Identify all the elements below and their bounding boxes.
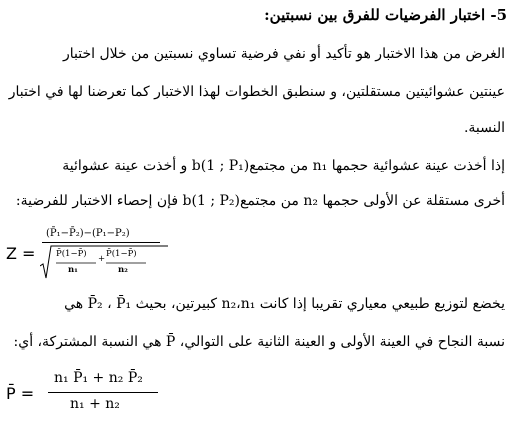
pbar-fraction-bar xyxy=(48,392,158,393)
den-term1-num: P̄(1−P̄) xyxy=(56,249,87,259)
n2-symbol: n₂ xyxy=(303,193,318,209)
pbar-numerator: n₁ P̄₁ + n₂ P̄₂ xyxy=(54,370,143,386)
dist-text-e: هي النسبة المشتركة، أي: xyxy=(13,334,162,350)
dist-sep: ، xyxy=(107,296,112,312)
samples-text-a: إذا أخذت عينة عشوائية حجمها xyxy=(331,158,505,174)
samples-line-2 xyxy=(7,193,505,209)
samples-text-b: من مجتمع xyxy=(249,158,309,174)
pbar-label: P̄ = xyxy=(6,384,35,403)
intro-line-3: النسبة. xyxy=(463,120,505,136)
z-fraction-bar xyxy=(42,242,160,243)
pbar-denominator: n₁ + n₂ xyxy=(70,396,120,412)
den-term2-num: P̄(1−P̄) xyxy=(106,249,137,259)
den-term1-den: n₁ xyxy=(68,265,78,275)
dist-text-a: يخضع لتوزيع طبيعي معياري تقريبا إذا كانت xyxy=(259,296,505,312)
p2bar-symbol: P̄₂ xyxy=(87,296,103,312)
pbar-symbol: P̄ xyxy=(165,334,176,350)
z-numerator: (P̄₁−P̄₂)−(P₁−P₂) xyxy=(46,228,130,239)
population-2: b(1 ; P₂) xyxy=(182,193,240,209)
z-statistic-formula xyxy=(6,228,206,284)
samples-text-e: من مجتمع xyxy=(239,193,299,209)
intro-line-1: الغرض من هذا الاختبار هو تأكيد أو نفي فرضية تساوي نسبتين من خلال اختبار xyxy=(63,46,505,62)
z-label: Z = xyxy=(6,244,36,263)
dist-text-c: هي xyxy=(64,296,84,312)
distribution-line-1 xyxy=(7,296,505,312)
intro-line-2: عينتين عشوائيتين مستقلتين، و سنطبق الخطوات لهذا الاختبار كما تعرضنا لها في اختبار xyxy=(8,84,505,100)
den-term2-den: n₂ xyxy=(118,265,128,275)
distribution-line-2 xyxy=(7,334,505,350)
samples-text-c: و أخذت عينة عشوائية xyxy=(62,158,188,174)
samples-text-f: فإن إحصاء الاختبار للفرضية: xyxy=(15,193,179,209)
z-denominator xyxy=(40,244,170,282)
n1-symbol: n₁ xyxy=(312,158,328,174)
population-1: b(1 ; P₁) xyxy=(191,158,250,174)
dist-text-d: نسبة النجاح في العينة الأولى و العينة الثانية على التوالي، xyxy=(179,334,505,350)
section-heading: 5- اختبار الفرضيات للفرق بين نسبتين: xyxy=(264,6,507,24)
pooled-proportion-formula xyxy=(6,368,186,424)
samples-line-1 xyxy=(7,158,505,174)
samples-text-d: أخرى مستقلة عن الأولى حجمها xyxy=(322,193,505,209)
dist-text-b: كبيرتين، بحيث xyxy=(135,296,218,312)
p1bar-symbol: P̄₁ xyxy=(116,296,132,312)
n-pair: n₂،n₁ xyxy=(221,296,256,312)
den-plus: + xyxy=(98,254,106,264)
